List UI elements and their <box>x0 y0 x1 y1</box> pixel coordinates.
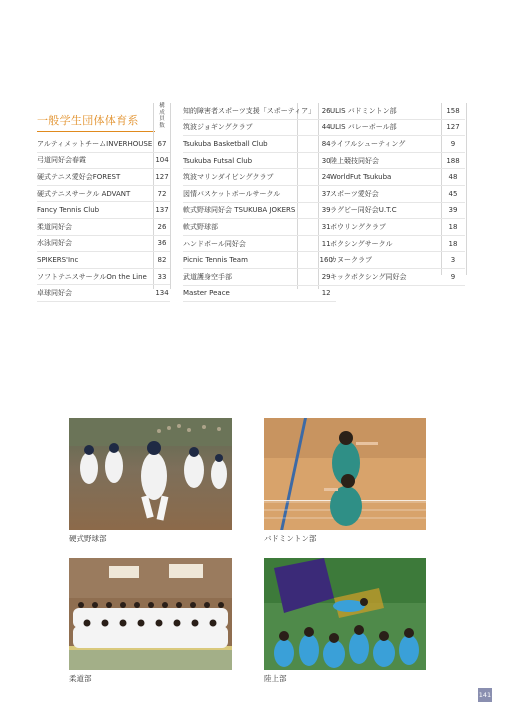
member-count: 188 <box>441 152 465 169</box>
club-name: SPIKERS'Inc <box>37 252 153 269</box>
club-name: 卓球同好会 <box>37 285 153 302</box>
member-count: 36 <box>154 235 170 252</box>
member-count: 9 <box>441 136 465 153</box>
member-count: 39 <box>316 202 336 219</box>
club-name: 柔道同好会 <box>37 218 153 235</box>
member-count: 104 <box>154 152 170 169</box>
member-count: 72 <box>154 185 170 202</box>
club-row <box>37 252 170 269</box>
club-row <box>330 219 465 236</box>
club-name: 筑波ジョギングクラブ <box>183 119 315 136</box>
member-count: 67 <box>154 136 170 152</box>
club-row <box>330 136 465 153</box>
club-table-1 <box>37 136 170 302</box>
club-name: Master Peace <box>183 285 315 302</box>
club-name: 軟式野球部 <box>183 219 315 236</box>
member-count: 45 <box>441 185 465 202</box>
club-row <box>330 268 465 285</box>
club-row <box>330 202 465 219</box>
club-name: ラグビー同好会U.T.C <box>330 202 440 219</box>
club-name: 武道護身空手部 <box>183 268 315 285</box>
count-header-text: 構成員数 <box>159 103 165 129</box>
title-rule <box>37 131 155 132</box>
club-row <box>330 252 465 269</box>
club-name: 硬式テニスサークル ADVANT <box>37 185 153 202</box>
member-count: 31 <box>316 219 336 236</box>
member-count: 18 <box>441 219 465 236</box>
member-count: 44 <box>316 119 336 136</box>
member-count: 29 <box>316 268 336 285</box>
club-name: 陸上競技同好会 <box>330 152 440 169</box>
club-row <box>37 136 170 152</box>
club-row <box>37 285 170 302</box>
club-name: 図情バスケットボールサークル <box>183 185 315 202</box>
club-name: 知的障害者スポーツ支援「スポーティア」 <box>183 103 315 119</box>
club-name: Tsukuba Basketball Club <box>183 136 315 153</box>
club-name: キックボクシング同好会 <box>330 268 440 285</box>
club-row <box>330 169 465 186</box>
club-row <box>183 185 336 202</box>
club-name: 水泳同好会 <box>37 235 153 252</box>
member-count: 18 <box>441 235 465 252</box>
member-count: 160 <box>316 252 336 269</box>
club-name: 弓道同好会春霞 <box>37 152 153 169</box>
track-photo <box>264 558 426 670</box>
club-name: ライフルシューティング <box>330 136 440 153</box>
club-name: WorldFut Tsukuba <box>330 169 440 186</box>
club-row <box>37 268 170 285</box>
club-row <box>330 103 465 119</box>
club-name: ボクシングサークル <box>330 235 440 252</box>
member-count: 158 <box>441 103 465 119</box>
count-header <box>156 103 168 129</box>
page-number: 141 <box>478 688 492 702</box>
member-count: 48 <box>441 169 465 186</box>
club-name: Tsukuba Futsal Club <box>183 152 315 169</box>
member-count: 26 <box>316 103 336 119</box>
baseball-photo <box>69 418 232 530</box>
club-row <box>183 136 336 153</box>
member-count: 84 <box>316 136 336 153</box>
column-divider <box>466 103 467 275</box>
member-count: 127 <box>441 119 465 136</box>
member-count: 137 <box>154 202 170 219</box>
member-count: 12 <box>316 285 336 302</box>
club-row <box>37 202 170 219</box>
section-title: 一般学生団体体育系 <box>37 114 139 127</box>
member-count: 82 <box>154 252 170 269</box>
club-row <box>183 285 336 302</box>
club-name: ボウリングクラブ <box>330 219 440 236</box>
track-caption: 陸上部 <box>264 674 287 683</box>
club-row <box>37 218 170 235</box>
club-row <box>183 252 336 269</box>
club-name: 軟式野球同好会 TSUKUBA JOKERS <box>183 202 315 219</box>
club-row <box>183 119 336 136</box>
member-count: 127 <box>154 169 170 186</box>
club-name: 筑波マリンダイビングクラブ <box>183 169 315 186</box>
badminton-photo <box>264 418 426 530</box>
club-row <box>183 202 336 219</box>
badminton-caption: バドミントン部 <box>264 534 317 543</box>
club-row <box>183 219 336 236</box>
club-row <box>330 185 465 202</box>
member-count: 39 <box>441 202 465 219</box>
member-count: 26 <box>154 218 170 235</box>
club-name: アルティメットチームINVERHOUSE <box>37 136 153 152</box>
club-row <box>37 235 170 252</box>
club-name: ULIS バレーボール部 <box>330 119 440 136</box>
club-name: ハンドボール同好会 <box>183 235 315 252</box>
member-count: 11 <box>316 235 336 252</box>
column-divider <box>170 103 171 289</box>
club-row <box>183 169 336 186</box>
club-row <box>330 152 465 169</box>
club-table-3 <box>330 103 465 286</box>
club-row <box>183 235 336 252</box>
member-count: 24 <box>316 169 336 186</box>
member-count: 3 <box>441 252 465 269</box>
club-name: Fancy Tennis Club <box>37 202 153 219</box>
member-count: 33 <box>154 268 170 285</box>
judo-caption: 柔道部 <box>69 674 92 683</box>
club-name: 硬式テニス愛好会FOREST <box>37 169 153 186</box>
member-count: 134 <box>154 285 170 302</box>
club-row <box>330 235 465 252</box>
club-row <box>37 185 170 202</box>
club-row <box>183 268 336 285</box>
club-name: カヌークラブ <box>330 252 440 269</box>
member-count: 37 <box>316 185 336 202</box>
club-name: ULIS バドミントン部 <box>330 103 440 119</box>
club-table-2 <box>183 103 336 302</box>
member-count: 30 <box>316 152 336 169</box>
club-name: ソフトテニスサークルOn the Line <box>37 268 153 285</box>
club-row <box>37 169 170 186</box>
judo-photo <box>69 558 232 670</box>
club-row <box>37 152 170 169</box>
baseball-caption: 硬式野球部 <box>69 534 107 543</box>
club-row <box>330 119 465 136</box>
member-count: 9 <box>441 268 465 285</box>
club-row <box>183 152 336 169</box>
club-name: スポーツ愛好会 <box>330 185 440 202</box>
club-row <box>183 103 336 119</box>
club-name: Picnic Tennis Team <box>183 252 315 269</box>
